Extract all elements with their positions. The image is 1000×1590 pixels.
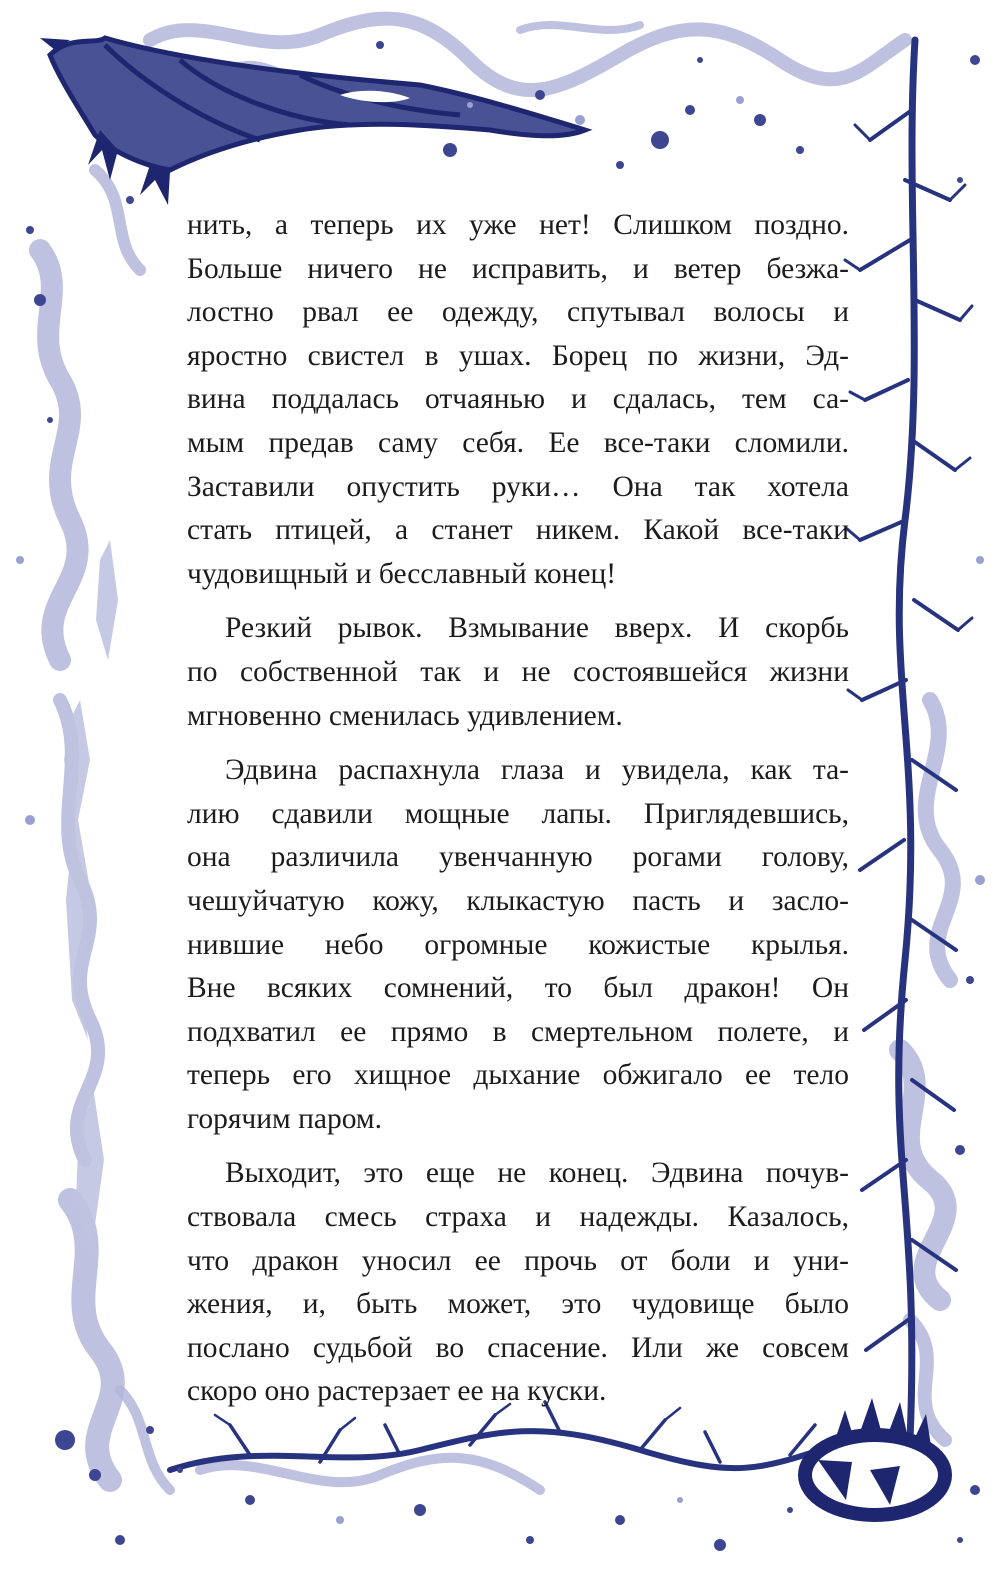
text-line: что дракон уносил ее прочь от боли и уни- (187, 1244, 849, 1277)
paragraph (187, 204, 849, 596)
text-line: Выходит, это еще не конец. Эдвина почув- (225, 1157, 849, 1190)
paragraph (187, 607, 849, 738)
text-line: вина поддалась отчаянью и сдалась, тем са- (187, 383, 849, 416)
text-line: подхватил ее прямо в смертельном полете, и (187, 1015, 849, 1048)
text-line: теперь его хищное дыхание обжигало ее тело (187, 1059, 849, 1092)
dragon-wing-icon (40, 38, 585, 205)
text-line: ствовала смесь страха и надежды. Казалось, (187, 1201, 849, 1234)
text-line: нившие небо огромные кожистые крылья. (187, 928, 849, 961)
text-line: чешуйчатую кожу, клыкастую пасть и засло- (187, 884, 849, 917)
text-line: Вне всяких сомнений, то был дракон! Он (187, 972, 849, 1005)
text-line: чудовищный и бесславный конец! (187, 557, 617, 590)
text-line: Эдвина распахнула глаза и увидела, как та- (225, 754, 849, 787)
text-line: стать птицей, а станет никем. Какой все-таки (187, 514, 849, 547)
text-line: по собственной так и не состоявшейся жизни (187, 655, 849, 688)
text-line: мым предав саму себя. Ее все-таки сломили. (187, 426, 849, 459)
text-line: мгновенно сменилась удивлением. (187, 699, 623, 732)
smoke-swirl-icon (64, 540, 118, 1260)
page-text (187, 204, 849, 1425)
text-line: послано судьбой во спасение. Или же совсем (187, 1331, 849, 1364)
text-line: горячим паром. (187, 1102, 382, 1135)
text-line: Резкий рывок. Взмывание вверх. И скорбь (225, 612, 849, 645)
text-line: жения, и, быть может, это чудовище было (187, 1288, 849, 1321)
bare-branches-icon (845, 40, 972, 1440)
text-line: лостно рвал ее одежду, спутывал волосы и (187, 296, 849, 329)
paragraph (187, 1152, 849, 1414)
text-line: Больше ничего не исправить, и ветер безжа- (187, 252, 849, 285)
text-line: скоро оно растерзает ее на куски. (187, 1375, 607, 1408)
text-line: лию сдавили мощные лапы. Приглядевшись, (187, 797, 849, 830)
text-line: яростно свистел в ушах. Борец по жизни, Эд- (187, 339, 849, 372)
text-line: она различила увенчанную рогами голову, (187, 841, 849, 874)
paragraph (187, 749, 849, 1141)
text-line: Заставили опустить руки… Она так хотела (187, 470, 849, 503)
text-line: нить, а теперь их уже нет! Слишком поздно. (187, 209, 849, 241)
